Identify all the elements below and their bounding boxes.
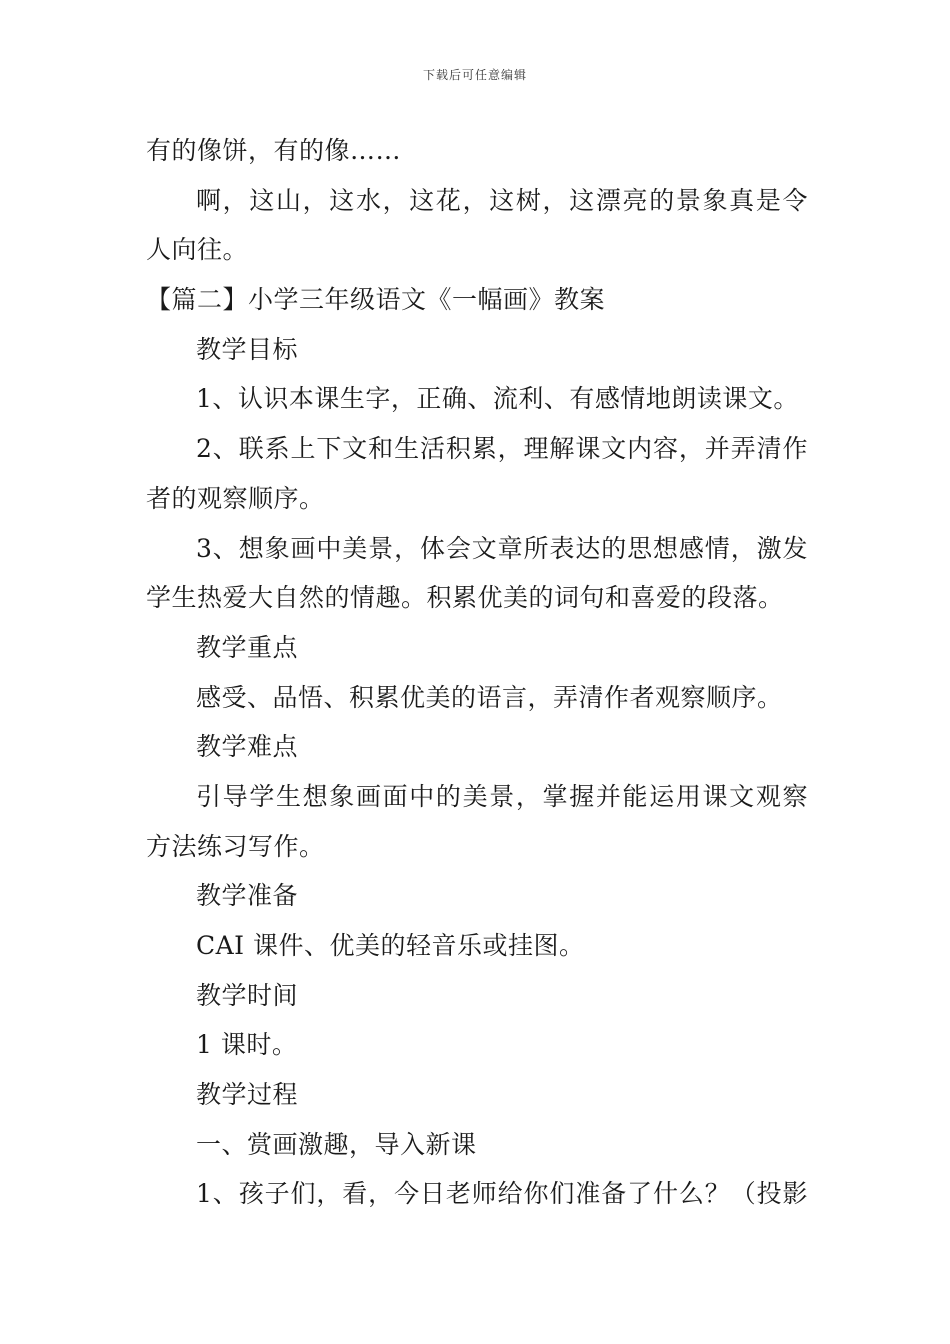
- body-text: [146, 126, 808, 1219]
- subheading: 教学时间: [196, 980, 299, 1010]
- text-line: 1、认识本课生字，正确、流利、有感情地朗读课文。: [196, 384, 799, 414]
- subheading: 教学重点: [196, 632, 299, 662]
- text-line: CAI 课件、优美的轻音乐或挂图。: [196, 931, 585, 960]
- text-line: 3、想象画中美景，体会文章所表达的思想感情，激发: [196, 533, 808, 563]
- text-line: 啊，这山，这水，这花，这树，这漂亮的景象真是令: [196, 185, 808, 215]
- text-line: 有的像饼，有的像……: [146, 136, 402, 165]
- subheading: 教学准备: [196, 881, 299, 911]
- subheading: 教学过程: [196, 1080, 299, 1110]
- text-line: 学生热爱大自然的情趣。积累优美的词句和喜爱的段落。: [146, 583, 784, 613]
- text-line: 者的观察顺序。: [146, 483, 325, 513]
- text-line: 方法练习写作。: [146, 831, 325, 861]
- text-line: 1、孩子们，看，今日老师给你们准备了什么？（投影: [196, 1179, 808, 1209]
- text-line: 1 课时。: [196, 1030, 298, 1060]
- subheading: 教学目标: [196, 334, 299, 364]
- text-line: 感受、品悟、积累优美的语言，弄清作者观察顺序。: [196, 682, 783, 712]
- section-heading: 【篇二】小学三年级语文《一幅画》教案: [146, 285, 606, 315]
- text-line: 人向往。: [146, 235, 249, 265]
- subheading: 教学难点: [196, 732, 299, 762]
- page-header-note: 下载后可任意编辑: [422, 68, 527, 82]
- text-line: 2、联系上下文和生活积累，理解课文内容，并弄清作: [196, 434, 808, 464]
- text-line: 一、赏画激趣，导入新课: [196, 1129, 477, 1159]
- text-line: 引导学生想象画面中的美景，掌握并能运用课文观察: [196, 781, 808, 811]
